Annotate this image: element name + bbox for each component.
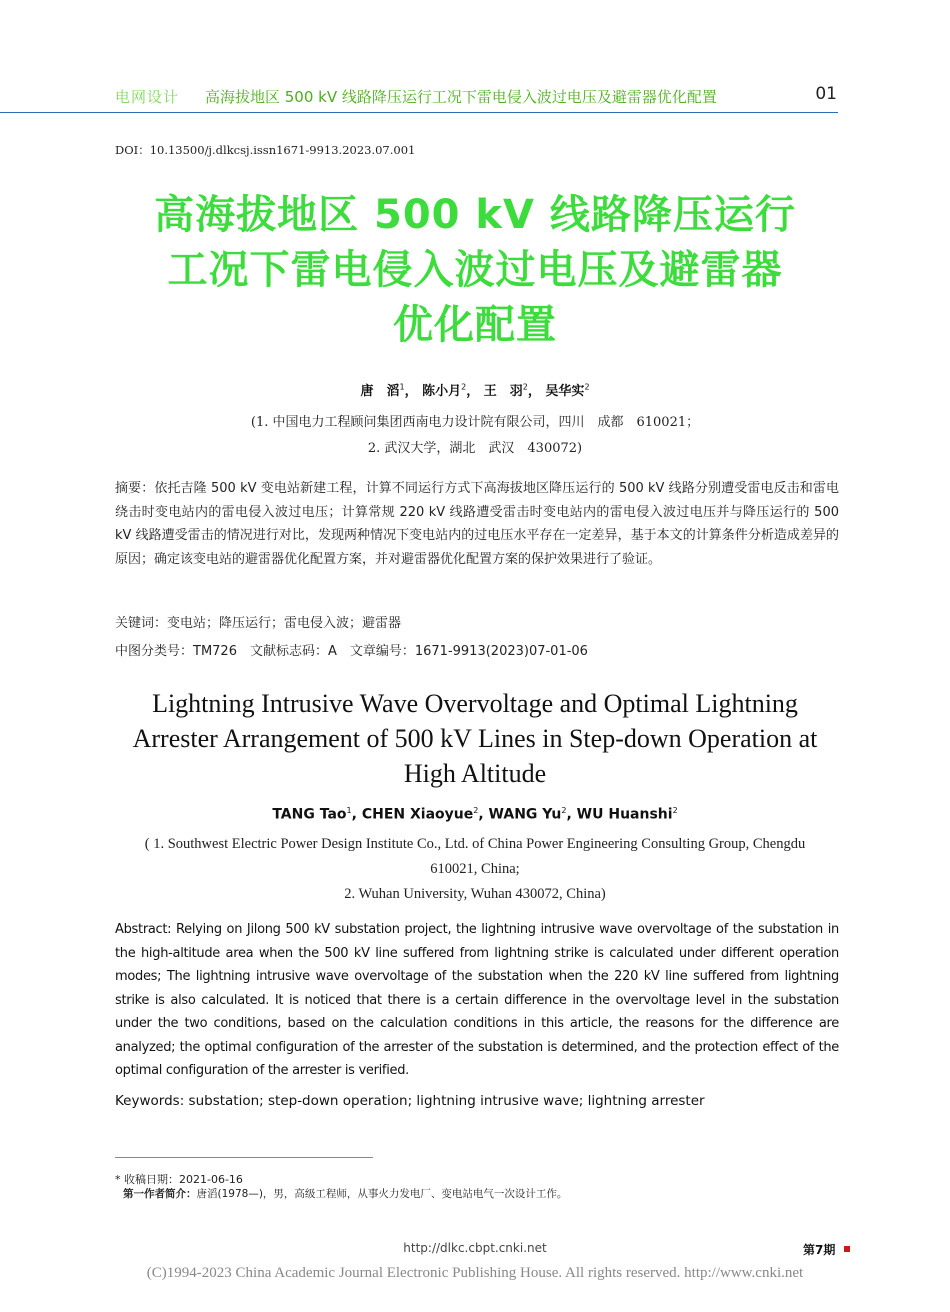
- author-name-en: WANG Yu: [488, 806, 562, 823]
- author-sup: 2: [584, 382, 590, 392]
- author-sup: 2: [522, 382, 528, 392]
- abstract-cn: 摘要：依托吉隆 500 kV 变电站新建工程，计算不同运行方式下高海拔地区降压运行的 500 kV 线路分别遭受雷电反击和雷电绕击时变电站内的雷电侵入波过电压；计算常规 220 kV 线路遭受雷击时变电站内的雷电侵入波过电压并与降压运行的 500 kV 线路遭受雷击的情况进行对比，发现两种情况下变电站内的过电压水平存在一定差异，基于本文的计算条件分析造成差异的原因；确定该变电站的避雷器优化配置方案，并对避雷器优化配置方案的保护效果进行了验证。: [115, 481, 839, 567]
- journal-url-link[interactable]: http://dlkc.cbpt.cnki.net: [403, 1241, 547, 1255]
- title-en-line2: Arrester Arrangement of 500 kV Lines in Step-down Operation at: [132, 724, 818, 753]
- author-name: 王 羽: [483, 384, 523, 399]
- affiliation-en: [110, 832, 840, 907]
- title-en-line1: Lightning Intrusive Wave Overvoltage and Optimal Lightning: [152, 689, 798, 718]
- author-name: 吴华实: [545, 384, 585, 399]
- title-cn-line3: 优化配置: [393, 302, 557, 348]
- author-sep: ，: [404, 384, 418, 399]
- title-cn-line2: 工况下雷电侵入波过电压及避雷器: [167, 247, 783, 293]
- classification-cn: 中图分类号：TM726 文献标志码：A 文章编号：1671-9913(2023)07-01-06: [115, 644, 588, 659]
- author-name-en: WU Huanshi: [576, 806, 673, 823]
- author-sep-en: ,: [351, 806, 362, 823]
- author-sup: 1: [399, 382, 405, 392]
- author-name: 唐 滔: [360, 384, 400, 399]
- affiliation-en-line1: ( 1. Southwest Electric Power Design Institute Co., Ltd. of China Power Engineering Consulting Group, Chengdu: [144, 836, 806, 852]
- journal-section: 电网设计: [115, 88, 180, 106]
- authors-cn: [0, 380, 950, 399]
- issue-marker-square: [844, 1246, 850, 1252]
- affiliation-cn-line2: 2. 武汉大学，湖北 武汉 430072): [367, 441, 583, 456]
- issue-number: 第7期: [803, 1243, 836, 1257]
- author-sup: 2: [461, 382, 467, 392]
- title-cn: [60, 188, 890, 353]
- author-sup-en: 2: [672, 806, 678, 815]
- affiliation-en-line3: 2. Wuhan University, Wuhan 430072, China): [344, 886, 606, 902]
- running-title: 高海拔地区 500 kV 线路降压运行工况下雷电侵入波过电压及避雷器优化配置: [205, 88, 717, 106]
- author-name-en: TANG Tao: [272, 806, 347, 823]
- author-sep-en: ,: [566, 806, 577, 823]
- title-en-line3: High Altitude: [403, 759, 547, 788]
- title-en: [60, 686, 890, 791]
- header-rule: [0, 112, 838, 113]
- footnote-author-text: 唐滔(1978—)，男，高级工程师，从事火力发电厂、变电站电气一次设计工作。: [196, 1188, 568, 1200]
- authors-en: [0, 806, 950, 823]
- affiliation-cn-line1: (1. 中国电力工程顾问集团西南电力设计院有限公司，四川 成都 610021；: [250, 415, 700, 430]
- affiliation-en-line2: 610021, China;: [430, 861, 520, 877]
- keywords-cn: 关键词：变电站；降压运行；雷电侵入波；避雷器: [115, 616, 402, 631]
- title-cn-line1: 高海拔地区 500 kV 线路降压运行: [154, 192, 796, 238]
- footnote-received: * 收稿日期：2021-06-16: [115, 1173, 243, 1186]
- author-sep: ，: [527, 384, 541, 399]
- copyright-watermark: (C)1994-2023 China Academic Journal Electronic Publishing House. All rights reserved. http://www.cnki.net: [146, 1265, 804, 1281]
- author-sup-en: 2: [561, 806, 567, 815]
- page-number: 01: [815, 84, 837, 104]
- footnote-rule: [115, 1157, 373, 1158]
- abstract-en: Abstract: Relying on Jilong 500 kV substation project, the lightning intrusive wave overvoltage of the substation in the high-altitude area when the 500 kV line suffered from lightning strike is calculated under different operation modes; The lightning intrusive wave overvoltage of the substation when the 220 kV line suffered from lightning strike is also calculated. It is noticed that there is a certain difference in the overvoltage level in the substation under the two conditions, based on the calculation conditions in this article, the reasons for the difference are analyzed; the optimal configuration of the arrester of the substation is determined, and the protection effect of the optimal configuration of the arrester is verified.: [115, 922, 839, 1078]
- author-sup-en: 2: [473, 806, 479, 815]
- author-name-en: CHEN Xiaoyue: [361, 806, 474, 823]
- footnote-author-label: 第一作者简介：: [123, 1188, 197, 1200]
- author-name: 陈小月: [422, 384, 462, 399]
- author-sep-en: ,: [478, 806, 489, 823]
- author-sup-en: 1: [346, 806, 352, 815]
- keywords-en: Keywords: substation; step-down operation; lightning intrusive wave; lightning arrester: [115, 1093, 705, 1109]
- footnote-author: [123, 1186, 567, 1201]
- author-sep: ，: [466, 384, 480, 399]
- doi: DOI：10.13500/j.dlkcsj.issn1671-9913.2023.07.001: [115, 143, 416, 157]
